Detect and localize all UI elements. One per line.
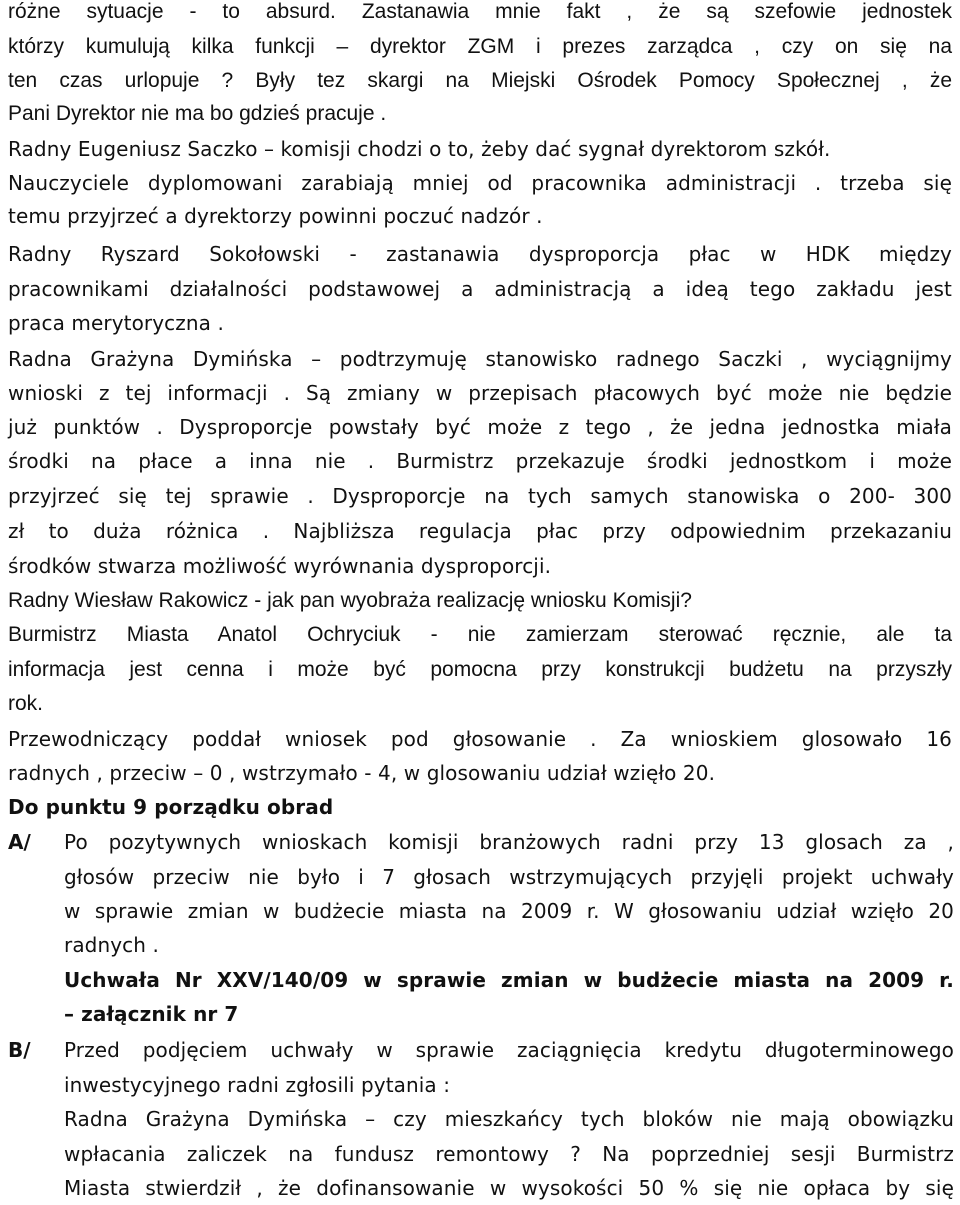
text-line: informacja jest cenna i może być pomocna przy konstrukcji budżetu na przyszły	[8, 658, 952, 681]
text-line: Przed podjęciem uchwały w sprawie zaciągnięcia kredytu długoterminowego	[64, 1038, 954, 1062]
text-line: wnioski z tej informacji . Są zmiany w przepisach płacowych być może nie będzie	[8, 381, 952, 405]
text-line: rok.	[8, 692, 44, 715]
text-line: radnych , przeciw – 0 , wstrzymało - 4, w glosowaniu udział wzięło 20.	[8, 761, 716, 785]
section-heading: Do punktu 9 porządku obrad	[8, 795, 334, 819]
text-line: inwestycyjnego radni zgłosili pytania :	[64, 1073, 451, 1097]
list-marker-b: B/	[8, 1038, 31, 1062]
text-line: Burmistrz Miasta Anatol Ochryciuk - nie zamierzam sterować ręcznie, ale ta	[8, 623, 952, 646]
text-line: wpłacania zaliczek na fundusz remontowy ? Na poprzedniej sesji Burmistrz	[64, 1142, 954, 1166]
text-line: środki na płace a inna nie . Burmistrz przekazuje środki jednostkom i może	[8, 449, 952, 473]
attachment-reference: – załącznik nr 7	[64, 1002, 239, 1026]
text-line: Radny Ryszard Sokołowski - zastanawia dysproporcja płac w HDK między	[8, 242, 952, 266]
text-line: Przewodniczący poddał wniosek pod głosowanie . Za wnioskiem glosowało 16	[8, 727, 952, 751]
text-line: Nauczyciele dyplomowani zarabiają mniej od pracownika administracji . trzeba się	[8, 171, 952, 195]
text-line: praca merytoryczna .	[8, 311, 224, 335]
text-line: radnych .	[64, 933, 159, 957]
text-line: Radny Wiesław Rakowicz - jak pan wyobraża realizację wniosku Komisji?	[8, 589, 692, 612]
list-marker-a: A/	[8, 830, 31, 854]
text-line: Radny Eugeniusz Saczko – komisji chodzi o to, żeby dać sygnał dyrektorom szkół.	[8, 137, 831, 161]
text-line: temu przyjrzeć a dyrektorzy powinni poczuć nadzór .	[8, 204, 543, 228]
resolution-title: Uchwała Nr XXV/140/09 w sprawie zmian w budżecie miasta na 2009 r.	[64, 968, 954, 992]
text-line: ten czas urlopuje ? Były tez skargi na Miejski Ośrodek Pomocy Społecznej , że	[8, 69, 952, 92]
text-line: którzy kumulują kilka funkcji – dyrektor ZGM i prezes zarządca , czy on się na	[8, 35, 952, 58]
text-line: głosów przeciw nie było i 7 głosach wstrzymujących przyjęli projekt uchwały	[64, 865, 954, 889]
text-line: już punktów . Dysproporcje powstały być może z tego , że jedna jednostka miała	[8, 415, 952, 439]
text-line: różne sytuacje - to absurd. Zastanawia mnie fakt , że są szefowie jednostek	[8, 0, 952, 23]
text-line: Miasta stwierdził , że dofinansowanie w wysokości 50 % się nie opłaca by się	[64, 1176, 954, 1200]
text-line: pracownikami działalności podstawowej a administracją a ideą tego zakładu jest	[8, 277, 952, 301]
text-line: Radna Grażyna Dymińska – podtrzymuję stanowisko radnego Saczki , wyciągnijmy	[8, 347, 952, 371]
text-line: Po pozytywnych wnioskach komisji branżowych radni przy 13 glosach za ,	[64, 830, 954, 854]
text-line: Pani Dyrektor nie ma bo gdzieś pracuje .	[8, 102, 387, 125]
text-line: w sprawie zmian w budżecie miasta na 2009 r. W głosowaniu udział wzięło 20	[64, 899, 954, 923]
text-line: przyjrzeć się tej sprawie . Dysproporcje na tych samych stanowiska o 200- 300	[8, 484, 952, 508]
text-line: Radna Grażyna Dymińska – czy mieszkańcy tych bloków nie mają obowiązku	[64, 1107, 954, 1131]
text-line: zł to duża różnica . Najbliższa regulacja płac przy odpowiednim przekazaniu	[8, 519, 952, 543]
text-line: środków stwarza możliwość wyrównania dysproporcji.	[8, 554, 552, 578]
